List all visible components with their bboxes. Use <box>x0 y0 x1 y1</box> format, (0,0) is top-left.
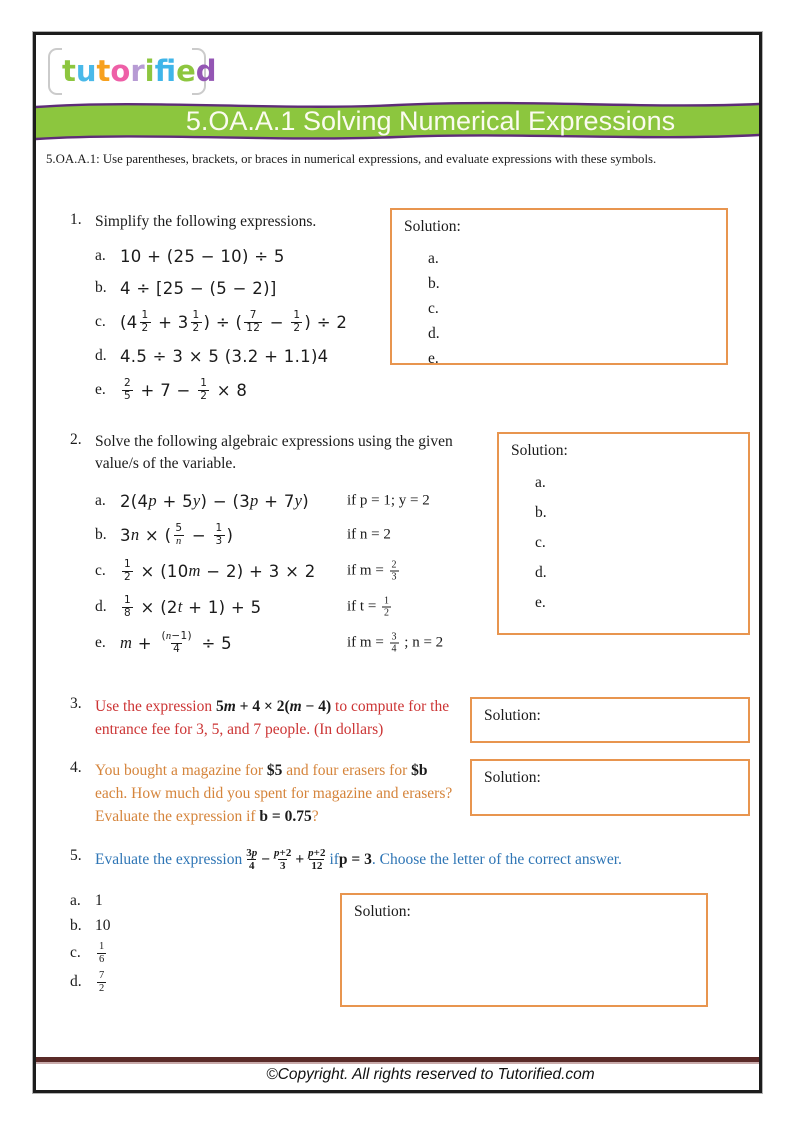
math-variable: p <box>274 847 280 859</box>
q2-prompt-line1: Solve the following algebraic expressions using the given <box>95 433 453 450</box>
tutorified-logo <box>48 48 217 95</box>
text-segment: × 8 <box>211 380 248 400</box>
text-segment: ) − (3 <box>200 491 251 511</box>
footer-copyright: ©Copyright. All rights reserved to Tutorified.com <box>266 1066 595 1083</box>
math-variable: m <box>289 698 302 715</box>
text-segment: × (2 <box>134 597 178 617</box>
list-item <box>95 491 510 511</box>
text-segment: 3 <box>120 525 131 545</box>
solution-box-5 <box>340 893 708 1007</box>
text-segment: × (10 <box>134 561 189 581</box>
question-4 <box>70 759 454 828</box>
math-variable: p <box>250 491 259 510</box>
text-segment: if p = 1; y = 2 <box>347 492 430 509</box>
text-segment: $5 <box>266 762 283 779</box>
fraction: $\frac{7}{2}$ <box>99 970 105 994</box>
q2-number: 2. <box>70 431 82 448</box>
list-item <box>95 378 430 402</box>
expression <box>120 631 232 655</box>
item-letter: e. <box>95 634 106 652</box>
fraction: $\frac{1}{2}$ <box>124 558 131 583</box>
variable-condition <box>347 493 430 510</box>
text-segment: + 4 × 2( <box>235 698 290 715</box>
variable-condition <box>347 632 443 655</box>
footer-divider <box>36 1057 759 1064</box>
fraction: $\frac{7}{12}$ <box>246 309 261 334</box>
expression <box>120 247 285 266</box>
logo-text <box>62 50 217 93</box>
text-segment: ? <box>311 808 319 825</box>
solution-label: Solution: <box>404 218 461 235</box>
list-item <box>95 346 430 366</box>
list-item <box>70 891 270 911</box>
text-segment: You bought a magazine for <box>95 762 267 779</box>
text-segment: . Choose the letter of the correct answer. <box>371 851 622 869</box>
q5-number: 5. <box>70 847 82 864</box>
solution-box-1 <box>390 208 728 365</box>
solution-label: Solution: <box>354 903 411 920</box>
expression <box>95 917 111 935</box>
title-banner <box>36 96 759 144</box>
text-segment: − <box>261 851 271 869</box>
math-variable: m <box>120 633 133 653</box>
text-segment: + 3 <box>152 312 189 332</box>
logo-letter: t <box>96 54 111 88</box>
item-letter: d. <box>70 973 82 991</box>
text-segment: − <box>264 312 290 332</box>
math-variable: t <box>177 597 183 617</box>
logo-letter: u <box>75 54 97 88</box>
text-segment: + 1) + 5 <box>182 597 262 617</box>
solution-box-4 <box>470 759 750 816</box>
text-segment: if m = <box>347 634 388 651</box>
text-segment: 10 <box>95 917 111 934</box>
list-item <box>95 523 510 547</box>
q2-items <box>95 491 510 655</box>
text-segment: ) ÷ 2 <box>304 312 348 332</box>
text-segment: − <box>186 525 212 545</box>
expression <box>95 941 108 965</box>
text-segment: − 2) + 3 × 2 <box>200 561 316 581</box>
text-segment: b = 0.75 <box>259 808 312 825</box>
solution-label: Solution: <box>484 769 541 786</box>
item-letter: b. <box>95 279 107 296</box>
fraction: $\frac{1}{2}$ <box>293 309 301 334</box>
expression <box>120 491 309 511</box>
expression <box>120 279 277 298</box>
solution-item-letter: e. <box>428 350 439 367</box>
item-letter: a. <box>95 247 106 264</box>
solution-label: Solution: <box>511 442 568 459</box>
text-segment: ) <box>226 525 234 545</box>
fraction: $\frac{2}{3}$ <box>391 559 397 583</box>
solution-box-2-items <box>535 474 736 612</box>
solution-item-letter: b. <box>535 504 547 521</box>
list-item <box>95 631 510 655</box>
expression <box>120 559 316 583</box>
solution-label: Solution: <box>484 707 541 724</box>
worksheet-page <box>33 32 762 1093</box>
math-variable: p <box>251 847 258 859</box>
item-letter: a. <box>70 892 81 909</box>
math-variable: n <box>130 525 140 545</box>
fraction: $\frac{1}{6}$ <box>99 941 105 965</box>
logo-letter: f <box>154 54 177 88</box>
solution-item-letter: c. <box>535 534 546 551</box>
item-letter: c. <box>95 313 106 331</box>
q5-answer-options <box>70 891 270 994</box>
q5-text <box>95 847 760 872</box>
fraction: $\frac{1}{2}$ <box>141 309 149 334</box>
item-letter: d. <box>95 347 107 365</box>
text-segment: + 5 <box>156 491 193 511</box>
solution-box-2 <box>497 432 750 635</box>
text-segment: p = 3 <box>338 851 372 869</box>
text-segment: (4 <box>120 312 138 332</box>
expression <box>95 970 108 994</box>
solution-item-letter: a. <box>428 250 439 267</box>
math-variable: n <box>165 631 172 643</box>
list-item <box>95 246 430 266</box>
solution-item-letter: b. <box>428 275 440 292</box>
expression <box>120 523 233 547</box>
text-segment: if n = 2 <box>347 526 391 543</box>
text-segment: 4 ÷ [25 − (5 − 2)] <box>120 278 277 298</box>
text-segment: − 4) <box>301 698 332 715</box>
variable-condition <box>347 560 401 583</box>
list-item <box>95 559 510 583</box>
logo-letter: i <box>144 54 155 88</box>
text-segment: to compute for the entrance fee for 3, 5, and 7 people. (In dollars) <box>95 698 450 738</box>
q3-text <box>95 695 454 741</box>
q4-number: 4. <box>70 759 82 776</box>
logo-letter: r <box>130 54 145 88</box>
page-title: 5.OA.A.1 Solving Numerical Expressions <box>185 106 676 136</box>
standard-description: 5.OA.A.1: Use parentheses, brackets, or braces in numerical expressions, and evaluate expressions with these symbols. <box>46 152 657 166</box>
text-segment: + <box>132 633 158 653</box>
text-segment: Evaluate the expression <box>95 851 243 869</box>
solution-box-1-items <box>428 250 714 368</box>
fraction: $\frac{1}{2}$ <box>384 595 390 619</box>
text-segment: + 7 <box>258 491 295 511</box>
math-variable: n <box>176 535 182 547</box>
text-segment: + <box>295 851 305 869</box>
fraction: $\frac{p+2}{12}$ <box>308 847 326 873</box>
expression <box>95 892 103 910</box>
fraction: $\frac{2}{5}$ <box>124 377 131 402</box>
text-segment: ÷ 5 <box>195 633 232 653</box>
list-item <box>95 595 510 619</box>
text-segment: × ( <box>139 525 172 545</box>
question-3 <box>70 695 454 741</box>
solution-item-letter: d. <box>428 325 440 342</box>
q1-items <box>95 246 430 402</box>
item-letter: a. <box>95 492 106 509</box>
logo-letter: o <box>110 54 131 88</box>
text-segment: 1 <box>95 892 103 909</box>
fraction: $\frac{1}{2}$ <box>192 309 200 334</box>
question-1 <box>70 211 430 402</box>
text-segment: ) <box>302 491 309 511</box>
list-item <box>70 916 270 936</box>
text-segment: Use the expression <box>95 698 216 715</box>
text-segment: if <box>329 851 339 869</box>
item-letter: c. <box>95 562 106 580</box>
solution-item-letter: c. <box>428 300 439 317</box>
fraction: $\frac{3p}{4}$ <box>246 847 258 873</box>
fraction: $\frac{1}{8}$ <box>124 594 131 619</box>
list-item <box>70 941 270 965</box>
variable-condition <box>347 527 391 544</box>
expression <box>120 378 247 402</box>
fraction: $\frac{p+2}{3}$ <box>274 847 292 873</box>
item-letter: d. <box>95 598 107 616</box>
fraction: $\frac{3}{4}$ <box>391 631 397 655</box>
text-segment: ; n = 2 <box>400 634 444 651</box>
text-segment: 2(4 <box>120 491 149 511</box>
text-segment: and four erasers for <box>282 762 412 779</box>
solution-item-letter: e. <box>535 594 546 611</box>
fraction: $\frac{1}{2}$ <box>200 377 208 402</box>
fraction: $\frac{1}{3}$ <box>215 522 223 547</box>
math-variable: m <box>223 698 236 715</box>
expression <box>120 310 347 334</box>
q1-prompt: Simplify the following expressions. <box>95 213 317 230</box>
text-segment: if m = <box>347 562 388 579</box>
expression <box>120 347 328 366</box>
q2-prompt-line2: value/s of the variable. <box>95 455 237 472</box>
fraction: $\frac{(n-1)}{4}$ <box>161 630 192 655</box>
math-variable: p <box>308 847 314 859</box>
text-segment: each. How much did you spent for magazine and erasers? Evaluate the expression if <box>95 785 453 825</box>
item-letter: c. <box>70 944 81 962</box>
math-variable: y <box>192 491 201 510</box>
solution-box-3 <box>470 697 750 743</box>
text-segment: 10 + (25 − 10) ÷ 5 <box>120 246 285 266</box>
solution-item-letter: d. <box>535 564 547 581</box>
fraction: $\frac{5}{n}$ <box>175 522 183 547</box>
solution-item-letter: a. <box>535 474 546 491</box>
item-letter: e. <box>95 381 106 399</box>
item-letter: b. <box>95 526 107 544</box>
text-segment: ) ÷ ( <box>203 312 243 332</box>
logo-letter: e <box>176 54 196 88</box>
text-segment: 4.5 ÷ 3 × 5 (3.2 + 1.1)4 <box>120 346 329 366</box>
math-variable: y <box>294 491 303 510</box>
logo-letter: t <box>62 54 76 88</box>
variable-condition <box>347 596 393 619</box>
expression <box>120 595 261 619</box>
item-letter: b. <box>70 917 82 934</box>
math-variable: m <box>188 561 201 581</box>
q3-number: 3. <box>70 695 82 712</box>
text-segment: $b <box>411 762 428 779</box>
text-segment: if t = <box>347 598 381 615</box>
list-item <box>70 970 270 994</box>
list-item <box>95 310 430 334</box>
list-item <box>95 278 430 298</box>
q4-text <box>95 759 454 828</box>
question-2 <box>70 431 510 655</box>
question-5 <box>70 847 760 872</box>
text-segment: 5 <box>215 698 224 715</box>
logo-bracket-left-icon <box>48 48 62 95</box>
text-segment: + 7 − <box>134 380 197 400</box>
logo-letter: d <box>195 54 217 88</box>
q1-number: 1. <box>70 211 82 228</box>
math-variable: p <box>148 491 157 510</box>
